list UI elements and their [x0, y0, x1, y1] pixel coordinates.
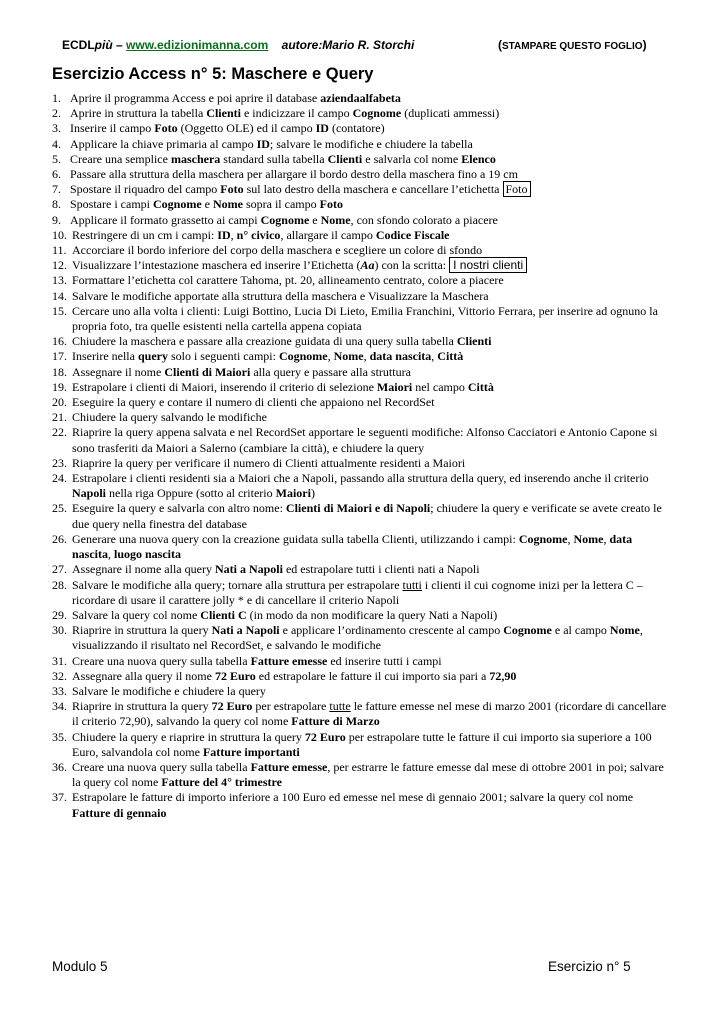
item-number: 2.	[52, 106, 61, 121]
list-item: 7. Spostare il riquadro del campo Foto sul lato destro della maschera e cancellare l’etichetta Foto	[52, 182, 674, 197]
list-item: 28. Salvare le modifiche alla query; tornare alla struttura per estrapolare tutti i clienti il cui cognome inizi per la lettera C – ricordare di usare il carattere jolly * e di cancellare il criterio Napoli	[52, 577, 643, 607]
item-number: 31.	[52, 653, 67, 668]
page-header	[62, 38, 672, 52]
list-item: 3. Inserire il campo Foto (Oggetto OLE) ed il campo ID (contatore)	[52, 121, 385, 136]
item-number: 10.	[52, 227, 67, 242]
item-number: 27.	[52, 562, 67, 577]
item-number: 33.	[52, 683, 67, 698]
list-item: 4. Applicare la chiave primaria al campo ID; salvare le modifiche e chiudere la tabella	[52, 136, 473, 151]
item-number: 7.	[52, 182, 61, 197]
list-item: 22. Riaprire la query appena salvata e nel RecordSet apportare le seguenti modifiche: Alfonso Cacciatori e Antonio Capone si sono trasferiti da Maiori a Salerno (cambiare la città), e chiudere la query	[52, 425, 658, 455]
item-number: 4.	[52, 136, 61, 151]
list-item: 36. Creare una nuova query sulla tabella Fatture emesse, per estrarre le fatture emesse dal mese di ottobre 2001 in poi; salvare la query col nome Fatture del 4° trimestre	[52, 759, 664, 790]
page-title: Esercizio Access n° 5: Maschere e Query	[52, 65, 374, 83]
list-item: 16. Chiudere la maschera e passare alla creazione guidata di una query sulla tabella Clienti	[52, 334, 492, 349]
list-item: 8. Spostare i campi Cognome e Nome sopra il campo Foto	[52, 197, 343, 212]
website-link[interactable]: www.edizionimanna.com	[126, 38, 269, 52]
list-item: 35. Chiudere la query e riaprire in struttura la query 72 Euro per estrapolare tutte le fatture il cui importo sia superiore a 100 Euro, salvandola col nome Fatture importanti	[52, 729, 652, 759]
item-number: 28.	[52, 577, 67, 592]
list-item: 5. Creare una semplice maschera standard sulla tabella Clienti e salvarla col nome Elenco	[52, 151, 496, 166]
list-item: 26. Generare una nuova query con la creazione guidata sulla tabella Clienti, utilizzando i campi: Cognome, Nome, data nascita, luogo nascita	[52, 531, 633, 562]
list-item: 6. Passare alla struttura della maschera per allargare il bordo destro della maschera fino a 19 cm	[52, 167, 518, 182]
footer-module: Modulo 5	[52, 959, 108, 974]
item-number: 5.	[52, 151, 61, 166]
list-item: 34. Riaprire in struttura la query 72 Euro per estrapolare tutte le fatture emesse nel mese di marzo 2001 (ricordare di cancellare il criterio 72,90), salvando la query col nome Fatture di Marzo	[52, 699, 667, 729]
brand: ECDLpiù	[62, 38, 113, 52]
list-item: 33. Salvare le modifiche e chiudere la query	[52, 683, 266, 698]
item-number: 29.	[52, 607, 67, 622]
item-number: 20.	[52, 395, 67, 410]
item-number: 14.	[52, 288, 67, 303]
item-number: 3.	[52, 121, 61, 136]
item-number: 21.	[52, 410, 67, 425]
item-number: 1.	[52, 91, 61, 105]
list-item: 32. Assegnare alla query il nome 72 Euro ed estrapolare le fatture il cui importo sia pari a 72,90	[52, 668, 517, 683]
item-number: 22.	[52, 425, 67, 440]
list-item: 10. Restringere di un cm i campi: ID, n° civico, allargare il campo Codice Fiscale	[52, 227, 450, 242]
label-box: Foto	[503, 181, 531, 197]
list-item: 12. Visualizzare l’intestazione maschera ed inserire l’Etichetta (Aa) con la scritta: I nostri clienti	[52, 258, 674, 273]
item-number: 34.	[52, 699, 67, 714]
item-number: 19.	[52, 379, 67, 394]
list-item: 18. Assegnare il nome Clienti di Maiori alla query e passare alla struttura	[52, 364, 411, 379]
item-number: 26.	[52, 531, 67, 546]
item-number: 18.	[52, 364, 67, 379]
list-item: 20. Eseguire la query e contare il numero di clienti che appaiono nel RecordSet	[52, 395, 435, 410]
list-item: 24. Estrapolare i clienti residenti sia a Maiori che a Napoli, passando alla struttura della query, ed inserendo anche il criterio Napoli nella riga Oppure (sotto al criterio Maiori)	[52, 471, 649, 501]
list-item: 25. Eseguire la query e salvarla con altro nome: Clienti di Maiori e di Napoli; chiudere la query e verificate se avete creato le due query nella finestra del database	[52, 501, 662, 531]
list-item: 1. Aprire il programma Access e poi aprire il database aziendaalfabeta	[52, 91, 401, 105]
header-separator: –	[116, 38, 123, 52]
item-number: 36.	[52, 759, 67, 774]
list-item: 19. Estrapolare i clienti di Maiori, inserendo il criterio di selezione Maiori nel campo Città	[52, 379, 494, 394]
exercise-list	[52, 91, 674, 821]
author: autore:Mario R. Storchi	[281, 38, 415, 52]
list-item: 11. Accorciare il bordo inferiore del corpo della maschera e scegliere un colore di sfondo	[52, 243, 483, 258]
item-number: 30.	[52, 623, 67, 638]
list-item: 21. Chiudere la query salvando le modifiche	[52, 410, 267, 425]
item-number: 32.	[52, 668, 67, 683]
list-item: 13. Formattare l’etichetta col carattere Tahoma, pt. 20, allineamento centrato, colore a piacere	[52, 273, 504, 288]
list-item: 31. Creare una nuova query sulla tabella Fatture emesse ed inserire tutti i campi	[52, 653, 442, 668]
item-number: 11.	[52, 243, 67, 258]
item-number: 13.	[52, 273, 67, 288]
list-item: 15. Cercare uno alla volta i clienti: Luigi Bottino, Lucia Di Lieto, Emilia Franchini, Vittorio Ferrara, per inserire ad ognuno la propria foto, tra quelle esistenti nella cartella appena copiata	[52, 303, 658, 334]
item-number: 9.	[52, 212, 61, 227]
list-item: 9. Applicare il formato grassetto ai campi Cognome e Nome, con sfondo colorato a piacere	[52, 212, 498, 227]
item-number: 17.	[52, 349, 67, 364]
item-number: 23.	[52, 455, 67, 470]
list-item: 27. Assegnare il nome alla query Nati a Napoli ed estrapolare tutti i clienti nati a Napoli	[52, 562, 480, 577]
item-number: 24.	[52, 471, 67, 486]
list-item: 2. Aprire in struttura la tabella Clienti e indicizzare il campo Cognome (duplicati ammessi)	[52, 106, 500, 121]
item-number: 12.	[52, 258, 67, 273]
list-item: 30. Riaprire in struttura la query Nati a Napoli e applicare l’ordinamento crescente al campo Cognome e al campo Nome, visualizzando il risultato nel RecordSet, e salvando le modifiche	[52, 623, 643, 653]
footer-exercise: Esercizio n° 5	[548, 959, 631, 974]
label-box: I nostri clienti	[449, 257, 527, 273]
item-number: 37.	[52, 790, 67, 805]
print-note: (STAMPARE QUESTO FOGLIO)	[498, 38, 647, 52]
list-item: 14. Salvare le modifiche apportate alla struttura della maschera e Visualizzare la Maschera	[52, 288, 489, 303]
list-item: 37. Estrapolare le fatture di importo inferiore a 100 Euro ed emesse nel mese di gennaio 2001; salvare la query col nome Fatture di gennaio	[52, 790, 634, 820]
item-number: 25.	[52, 501, 67, 516]
list-item: 29. Salvare la query col nome Clienti C (in modo da non modificare la query Nati a Napoli)	[52, 607, 498, 622]
list-item: 17. Inserire nella query solo i seguenti campi: Cognome, Nome, data nascita, Città	[52, 349, 464, 364]
item-number: 15.	[52, 303, 67, 318]
item-number: 8.	[52, 197, 61, 212]
item-number: 16.	[52, 334, 67, 349]
item-number: 6.	[52, 167, 61, 182]
item-number: 35.	[52, 729, 67, 744]
list-item: 23. Riaprire la query per verificare il numero di Clienti attualmente residenti a Maiori	[52, 455, 466, 470]
